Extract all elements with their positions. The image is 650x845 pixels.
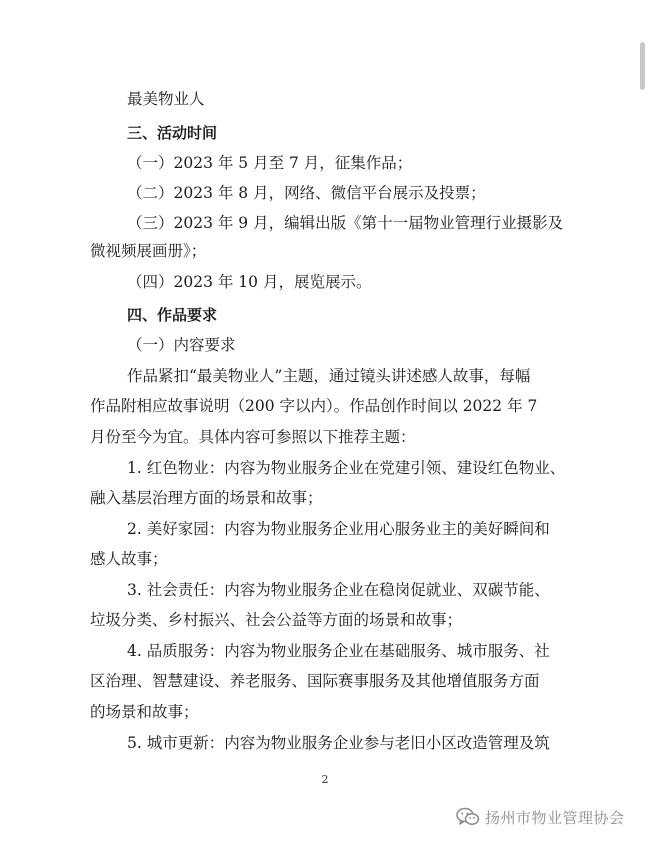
scrollbar[interactable]	[640, 42, 645, 90]
text-line: 月份至今为宜。具体内容可参照以下推荐主题：	[90, 428, 416, 446]
text-line: 5. 城市更新：内容为物业服务企业参与老旧小区改造管理及筑	[127, 734, 550, 752]
text-line: 感人故事；	[90, 550, 168, 568]
text-line: 垃圾分类、乡村振兴、社会公益等方面的场景和故事；	[90, 611, 463, 629]
text-line: 2. 美好家园：内容为物业服务企业用心服务业主的美好瞬间和	[127, 520, 550, 538]
text-line: （一）2023 年 5 月至 7 月，征集作品；	[127, 154, 413, 172]
section-heading: 四、作品要求	[127, 306, 218, 324]
text-line: （三）2023 年 9 月，编辑出版《第十一届物业管理行业摄影及	[127, 214, 564, 232]
section-heading: 三、活动时间	[127, 124, 218, 142]
text-line: 3. 社会责任：内容为物业服务企业在稳岗促就业、双碳节能、	[127, 581, 550, 599]
text-line: 区治理、智慧建设、养老服务、国际赛事服务及其他增值服务方面	[90, 672, 540, 690]
text-line: 融入基层治理方面的场景和故事；	[90, 489, 323, 507]
text-line: （一）内容要求	[127, 336, 236, 354]
text-line: 4. 品质服务：内容为物业服务企业在基础服务、城市服务、社	[127, 642, 550, 660]
text-line: 的场景和故事；	[90, 703, 199, 721]
text-line: 作品紧扣“最美物业人”主题，通过镜头讲述感人故事，每幅	[127, 367, 531, 385]
text-line: 微视频展画册》；	[90, 242, 207, 260]
text-line: 作品附相应故事说明（200 字以内）。作品创作时间以 2022 年 7	[90, 397, 538, 415]
text-line: 1. 红色物业：内容为物业服务企业在党建引领、建设红色物业、	[127, 459, 566, 477]
text-line: （二）2023 年 8 月，网络、微信平台展示及投票；	[127, 184, 486, 202]
text-line: （四）2023 年 10 月，展览展示。	[127, 273, 372, 291]
text-line: 最美物业人	[127, 90, 205, 108]
watermark	[456, 803, 625, 831]
watermark-text: 扬州市物业管理协会	[485, 808, 625, 827]
wechat-icon	[456, 806, 480, 828]
page-number: 2	[321, 773, 329, 786]
